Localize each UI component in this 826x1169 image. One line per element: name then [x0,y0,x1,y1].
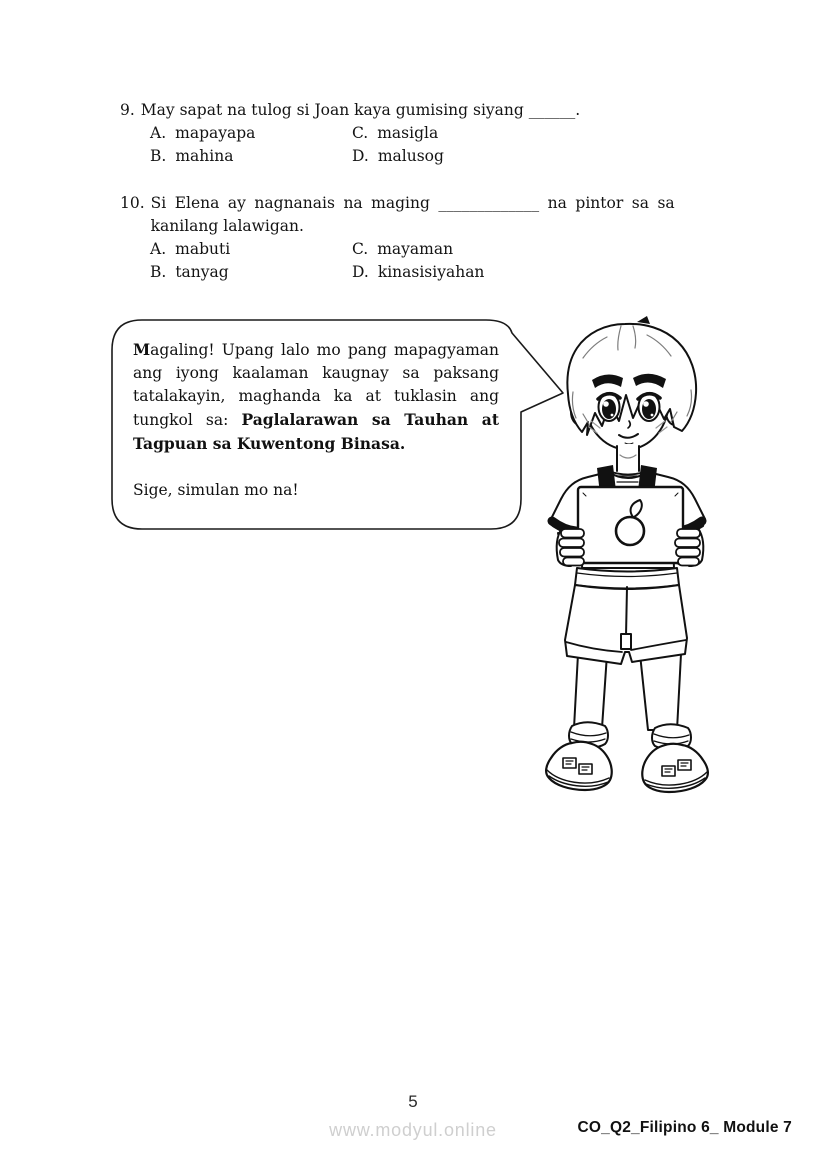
question-number: 10. [120,194,145,212]
page-number: 5 [408,1092,418,1111]
option-a: A. mabuti [150,240,231,258]
bubble-paragraph [133,338,499,456]
speech-bubble-text [133,338,499,502]
bubble-bold-title: Paglalarawan sa Tauhan at Tagpuan sa Kuwentong Binasa. [133,410,499,453]
bubble-closing-line: Sige, simulan mo na! [133,481,299,499]
option-a: A. mapayapa [150,124,256,142]
question-text: May sapat na tulog si Joan kaya gumising siyang ______. [140,101,581,119]
boy-holding-laptop-illustration [525,314,725,798]
bubble-lead-text: agaling! Upang lalo mo pang mapagyaman ang iyong kaalaman kaugnay sa paksang tatalakayin, maghanda ka at tuklasin ang tungkol sa: [133,341,499,429]
bubble-lead-capital: M [133,340,151,359]
option-d: D. malusog [352,147,444,165]
question-number: 9. [120,101,135,119]
shorts-waistband [575,568,679,589]
question-text-line2: kanilang lalawigan. [150,217,304,235]
option-b: B. mahina [150,147,234,165]
option-c: C. masigla [352,124,439,142]
options-grid [150,238,726,284]
question-text-line1: Si Elena ay nagnanais na maging _____________ na pintor sa sa [150,194,675,212]
question-9 [120,99,726,168]
laptop-logo [616,517,644,545]
question-section [120,99,726,284]
option-d: D. kinasisiyahan [352,263,485,281]
option-b: B. tanyag [150,263,229,281]
question-10 [120,192,726,284]
watermark-text: www.modyul.online [329,1120,497,1140]
options-grid [150,122,726,168]
module-label: CO_Q2_Filipino 6_ Module 7 [577,1119,792,1136]
option-c: C. mayaman [352,240,454,258]
